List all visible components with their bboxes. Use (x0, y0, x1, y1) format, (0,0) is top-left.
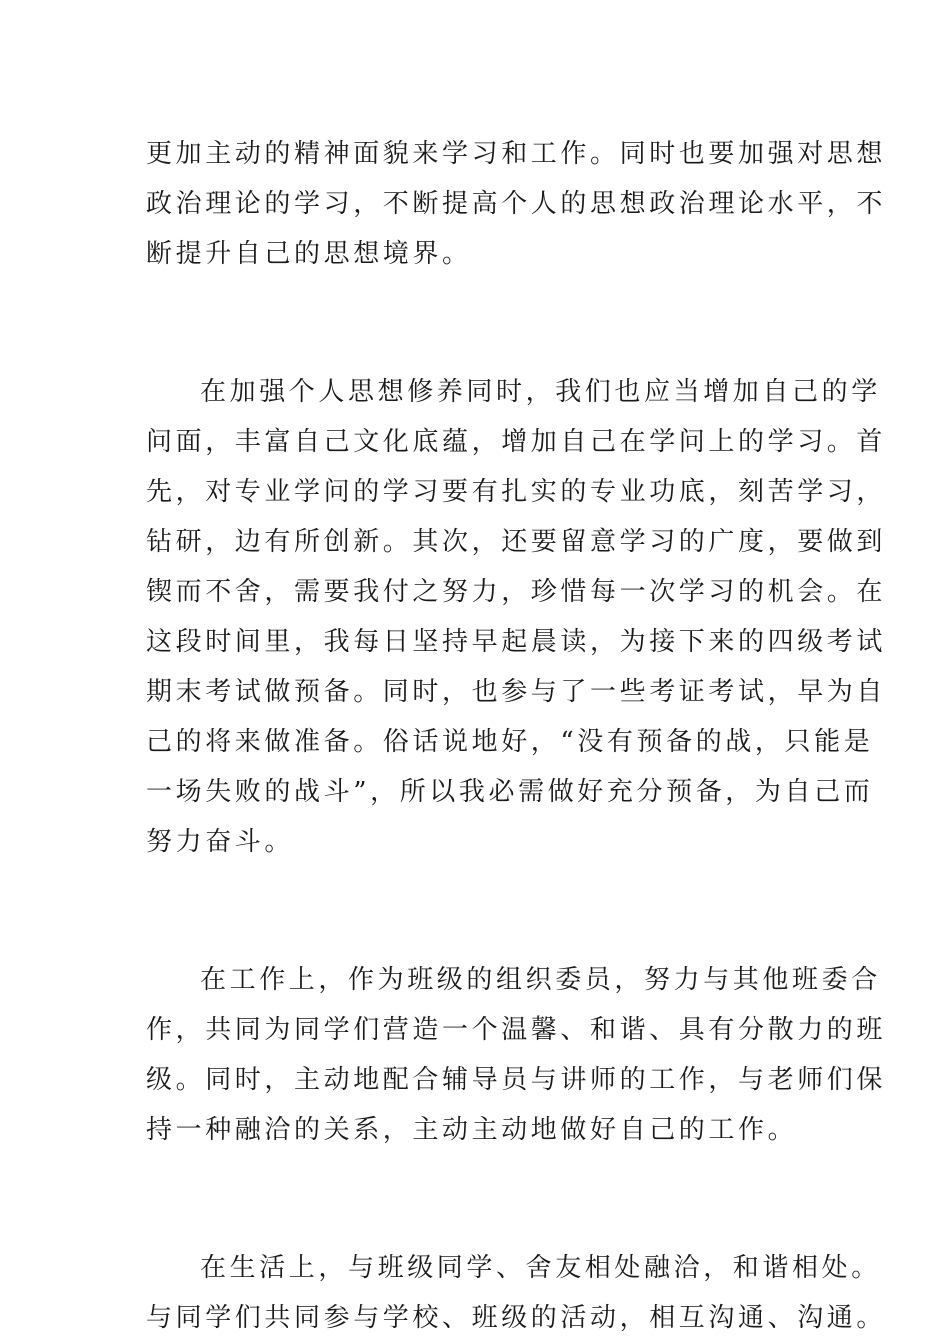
paragraph (146, 129, 887, 279)
text-line: 期末考试做预备。同时，也参与了一些考证考试，早为自 (146, 677, 887, 707)
text-line: 更加主动的精神面貌来学习和工作。同时也要加强对思想 (146, 139, 887, 169)
text-line: 在生活上，与班级同学、舍友相处融洽，和谐相处。 (200, 1253, 881, 1283)
paragraph-spacing (146, 279, 806, 367)
text-line: 政治理论的学习，不断提高个人的思想政治理论水平，不 (146, 189, 887, 219)
paragraph (146, 955, 887, 1155)
text-line: 在工作上，作为班级的组织委员，努力与其他班委合 (200, 965, 881, 995)
paragraph (146, 1243, 887, 1343)
text-line: 己的将来做准备。俗话说地好，“没有预备的战，只能是 (146, 727, 874, 757)
text-line: 在加强个人思想修养同时，我们也应当增加自己的学 (200, 377, 881, 407)
paragraph (146, 367, 887, 867)
text-line: 持一种融洽的关系，主动主动地做好自己的工作。 (146, 1115, 798, 1145)
text-line: 先，对专业学问的学习要有扎实的专业功底，刻苦学习， (146, 477, 887, 507)
text-line: 钻研，边有所创新。其次，还要留意学习的广度，要做到 (146, 527, 887, 557)
text-line: 问面，丰富自己文化底蕴，增加自己在学问上的学习。首 (146, 427, 887, 457)
text-line: 级。同时，主动地配合辅导员与讲师的工作，与老师们保 (146, 1065, 887, 1095)
paragraph-spacing (146, 1155, 806, 1243)
text-line: 这段时间里，我每日坚持早起晨读，为接下来的四级考试 (146, 627, 887, 657)
paragraph-spacing (146, 867, 806, 955)
text-line: 与同学们共同参与学校、班级的活动，相互沟通、沟通。 (146, 1303, 887, 1333)
document-body (146, 129, 887, 1343)
text-line: 努力奋斗。 (146, 827, 295, 857)
text-line: 一场失败的战斗”，所以我必需做好充分预备，为自己而 (146, 777, 874, 807)
text-line: 断提升自己的思想境界。 (146, 239, 472, 269)
text-line: 作，共同为同学们营造一个温馨、和谐、具有分散力的班 (146, 1015, 887, 1045)
text-line: 锲而不舍，需要我付之努力，珍惜每一次学习的机会。在 (146, 577, 887, 607)
